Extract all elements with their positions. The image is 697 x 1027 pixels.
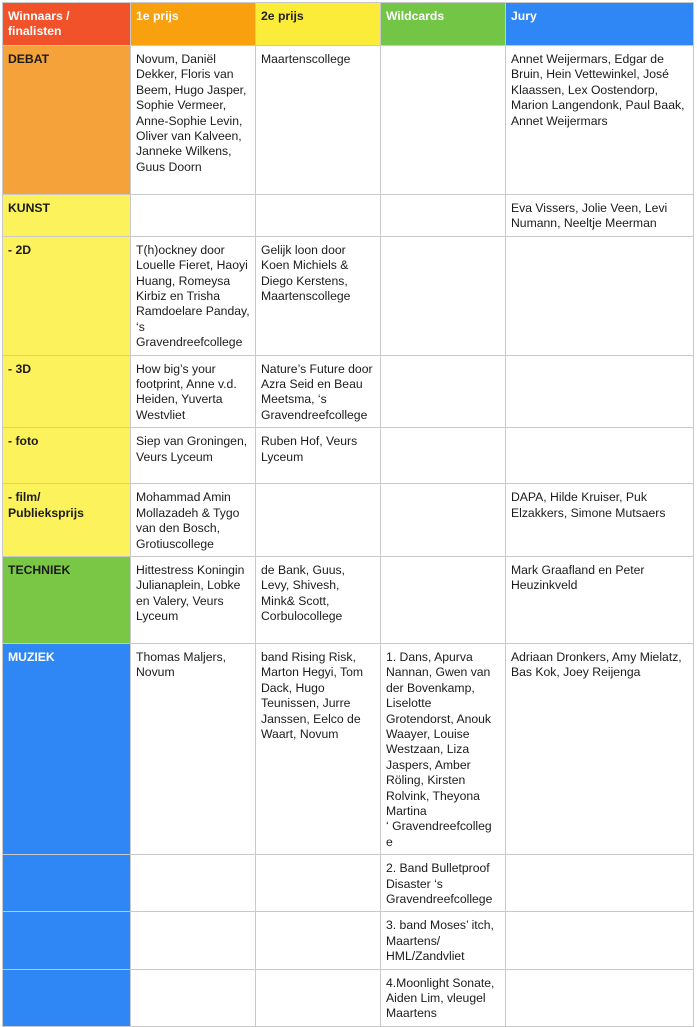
cell-film-1e-prijs: Mohammad Amin Mollazadeh & Tygo van den Bosch, Grotiuscollege bbox=[131, 484, 256, 557]
cell-techniek-2e-prijs: de Bank, Guus, Levy, Shivesh, Mink& Scott, Corbulocollege bbox=[256, 556, 381, 643]
cell-2d-wildcards bbox=[381, 236, 506, 355]
cell-debat-1e-prijs: Novum, Daniël Dekker, Floris van Beem, Hugo Jasper, Sophie Vermeer, Anne-Sophie Levin, Oliver van Kalveen, Janneke Wilkens, Guus Doorn bbox=[131, 46, 256, 195]
cell-muziek2-1e-prijs bbox=[131, 855, 256, 912]
row-debat bbox=[3, 46, 694, 195]
cell-kunst-wildcards bbox=[381, 195, 506, 237]
row-techniek bbox=[3, 556, 694, 643]
results-table-container bbox=[2, 2, 694, 1027]
row-foto bbox=[3, 428, 694, 484]
category-muziek-cont bbox=[3, 912, 131, 969]
header-1e-prijs: 1e prijs bbox=[131, 3, 256, 46]
cell-muziek-jury: Adriaan Dronkers, Amy Mielatz, Bas Kok, Joey Reijenga bbox=[506, 643, 694, 854]
cell-techniek-jury: Mark Graafland en Peter Heuzinkveld bbox=[506, 556, 694, 643]
category-techniek: TECHNIEK bbox=[3, 556, 131, 643]
cell-muziek-1e-prijs: Thomas Maljers, Novum bbox=[131, 643, 256, 854]
results-table bbox=[2, 2, 694, 1027]
category-muziek-cont bbox=[3, 969, 131, 1026]
cell-muziek4-2e-prijs bbox=[256, 969, 381, 1026]
row-3d bbox=[3, 355, 694, 428]
cell-muziek2-wildcards: 2. Band Bulletproof Disaster ‘s Gravendreefcollege bbox=[381, 855, 506, 912]
cell-muziek3-2e-prijs bbox=[256, 912, 381, 969]
header-2e-prijs: 2e prijs bbox=[256, 3, 381, 46]
category-foto: - foto bbox=[3, 428, 131, 484]
cell-debat-wildcards bbox=[381, 46, 506, 195]
cell-foto-2e-prijs: Ruben Hof, Veurs Lyceum bbox=[256, 428, 381, 484]
cell-muziek4-wildcards: 4.Moonlight Sonate, Aiden Lim, vleugel Maartens bbox=[381, 969, 506, 1026]
cell-muziek2-2e-prijs bbox=[256, 855, 381, 912]
row-muziek-wildcard-3 bbox=[3, 912, 694, 969]
category-film-publieksprijs: - film/ Publieksprijs bbox=[3, 484, 131, 557]
category-2d: - 2D bbox=[3, 236, 131, 355]
header-winnaars: Winnaars / finalisten bbox=[3, 3, 131, 46]
cell-film-wildcards bbox=[381, 484, 506, 557]
row-muziek-wildcard-4 bbox=[3, 969, 694, 1026]
cell-2d-1e-prijs: T(h)ockney door Louelle Fieret, Haoyi Huang, Romeysa Kirbiz en Trisha Ramdoelare Panday, ‘s Gravendreefcollege bbox=[131, 236, 256, 355]
cell-kunst-jury: Eva Vissers, Jolie Veen, Levi Numann, Neeltje Meerman bbox=[506, 195, 694, 237]
cell-2d-jury bbox=[506, 236, 694, 355]
cell-muziek2-jury bbox=[506, 855, 694, 912]
cell-kunst-1e-prijs bbox=[131, 195, 256, 237]
cell-muziek4-jury bbox=[506, 969, 694, 1026]
row-muziek bbox=[3, 643, 694, 854]
header-jury: Jury bbox=[506, 3, 694, 46]
cell-muziek-2e-prijs: band Rising Risk, Marton Hegyi, Tom Dack, Hugo Teunissen, Jurre Janssen, Eelco de Waart, Novum bbox=[256, 643, 381, 854]
cell-muziek3-jury bbox=[506, 912, 694, 969]
header-row bbox=[3, 3, 694, 46]
cell-foto-jury bbox=[506, 428, 694, 484]
row-film-publieksprijs bbox=[3, 484, 694, 557]
cell-debat-2e-prijs: Maartenscollege bbox=[256, 46, 381, 195]
cell-film-2e-prijs bbox=[256, 484, 381, 557]
cell-3d-2e-prijs: Nature’s Future door Azra Seid en Beau Meetsma, ‘s Gravendreefcollege bbox=[256, 355, 381, 428]
row-2d bbox=[3, 236, 694, 355]
category-debat: DEBAT bbox=[3, 46, 131, 195]
category-muziek: MUZIEK bbox=[3, 643, 131, 854]
cell-muziek-wildcards: 1. Dans, Apurva Nannan, Gwen van der Bovenkamp, Liselotte Grotendorst, Anouk Waayer, Louise Westzaan, Liza Jaspers, Amber Röling, Kirsten Rolvink, Theyona Martina ‘ Gravendreefcolleg e bbox=[381, 643, 506, 854]
category-3d: - 3D bbox=[3, 355, 131, 428]
cell-kunst-2e-prijs bbox=[256, 195, 381, 237]
cell-muziek4-1e-prijs bbox=[131, 969, 256, 1026]
cell-muziek3-1e-prijs bbox=[131, 912, 256, 969]
cell-film-jury: DAPA, Hilde Kruiser, Puk Elzakkers, Simone Mutsaers bbox=[506, 484, 694, 557]
row-muziek-wildcard-2 bbox=[3, 855, 694, 912]
cell-2d-2e-prijs: Gelijk loon door Koen Michiels & Diego Kerstens, Maartenscollege bbox=[256, 236, 381, 355]
cell-techniek-wildcards bbox=[381, 556, 506, 643]
cell-foto-wildcards bbox=[381, 428, 506, 484]
category-kunst: KUNST bbox=[3, 195, 131, 237]
cell-foto-1e-prijs: Siep van Groningen, Veurs Lyceum bbox=[131, 428, 256, 484]
row-kunst bbox=[3, 195, 694, 237]
cell-techniek-1e-prijs: Hittestress Koningin Julianaplein, Lobke en Valery, Veurs Lyceum bbox=[131, 556, 256, 643]
cell-debat-jury: Annet Weijermars, Edgar de Bruin, Hein Vettewinkel, José Klaassen, Lex Oostendorp, Marion Langendonk, Paul Baak, Annet Weijermars bbox=[506, 46, 694, 195]
cell-muziek3-wildcards: 3. band Moses’ itch, Maartens/ HML/Zandvliet bbox=[381, 912, 506, 969]
cell-3d-wildcards bbox=[381, 355, 506, 428]
cell-3d-jury bbox=[506, 355, 694, 428]
header-wildcards: Wildcards bbox=[381, 3, 506, 46]
category-muziek-cont bbox=[3, 855, 131, 912]
cell-3d-1e-prijs: How big’s your footprint, Anne v.d. Heiden, Yuverta Westvliet bbox=[131, 355, 256, 428]
